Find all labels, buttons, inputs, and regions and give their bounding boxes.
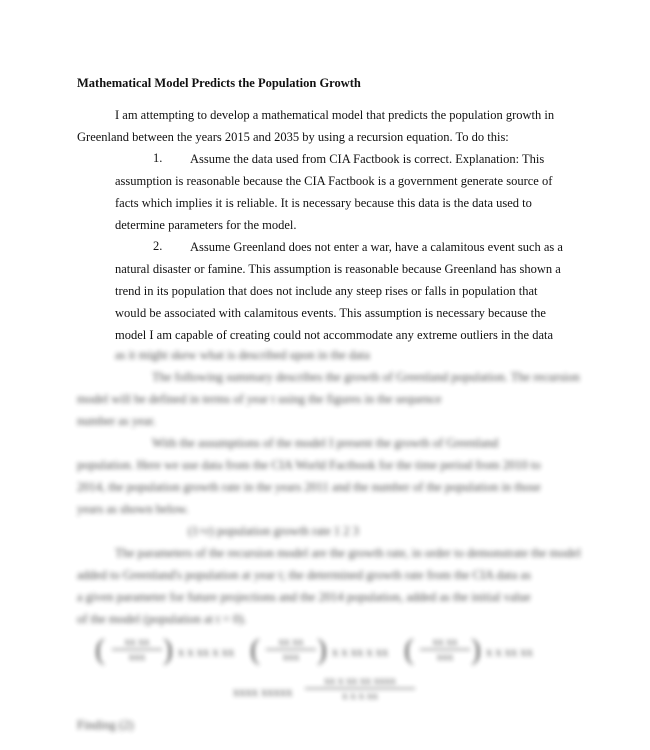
- blurred-line: as it might skew what is described upon in the data: [115, 348, 370, 362]
- formula-term: xxxx xxxxx: [233, 685, 293, 699]
- intro-line-1: I am attempting to develop a mathematical model that predicts the population growth in: [115, 108, 555, 122]
- formula-fraction: xx xx xxx: [420, 636, 470, 663]
- formula-paren: (: [95, 633, 105, 666]
- blurred-line: number as year.: [77, 414, 156, 428]
- list-item-number: 1.: [153, 151, 163, 165]
- formula-fraction: xx x xx xx xxxx x x x xx: [305, 675, 415, 702]
- blurred-line: of the model (population at t = 0).: [77, 612, 247, 626]
- formula-term: x x xx x xx: [178, 645, 235, 659]
- blurred-line: population. Here we use data from the CIA World Factbook for the time period from 2010 to: [77, 458, 541, 472]
- formula-fraction: xx xx xxx: [266, 636, 316, 663]
- formula-paren: (: [404, 633, 414, 666]
- blurred-line: years as shown below.: [77, 502, 189, 516]
- list-item-1-line-3: facts which implies it is reliable. It is necessary because this data is the data used to: [115, 196, 532, 210]
- blurred-line: added to Greenland's population at year t; the determined growth rate from the CIA data as: [77, 568, 531, 582]
- blurred-label: Finding (2): [77, 718, 134, 732]
- list-item-2-line-1: Assume Greenland does not enter a war, have a calamitous event such as a: [190, 240, 563, 254]
- formula-fraction: xx xx xxx: [112, 636, 162, 663]
- list-item-2-line-4: would be associated with calamitous events. This assumption is necessary because the: [115, 306, 546, 320]
- intro-line-2: Greenland between the years 2015 and 2035 by using a recursion equation. To do this:: [77, 130, 509, 144]
- list-item-number: 2.: [153, 239, 163, 253]
- list-item-1-line-1: Assume the data used from CIA Factbook is correct. Explanation: This: [190, 152, 545, 166]
- list-item-1-line-4: determine parameters for the model.: [115, 218, 297, 232]
- formula-paren: ): [163, 633, 173, 666]
- blurred-line: With the assumptions of the model I present the growth of Greenland: [152, 436, 499, 450]
- list-item-1-line-2: assumption is reasonable because the CIA Factbook is a government generate source of: [115, 174, 553, 188]
- formula-paren: ): [471, 633, 481, 666]
- list-item-2-line-5: model I am capable of creating could not accommodate any extreme outliers in the data: [115, 328, 554, 342]
- blurred-content: [0, 340, 650, 750]
- blurred-equation: (1+r) population growth rate 1 2 3: [188, 524, 359, 538]
- formula-paren: ): [317, 633, 327, 666]
- blurred-line: The parameters of the recursion model are the growth rate, in order to demonstrate the model: [115, 546, 581, 560]
- formula-paren: (: [250, 633, 260, 666]
- blurred-line: The following summary describes the growth of Greenland population. The recursion: [152, 370, 580, 384]
- blurred-line: a given parameter for future projections and the 2014 population, added as the initial value: [77, 590, 531, 604]
- formula-term: x x xx x xx: [332, 645, 389, 659]
- formula-term: x x xx xx: [486, 645, 533, 659]
- blurred-line: model will be defined in terms of year t using the figures in the sequence: [77, 392, 442, 406]
- list-item-2-line-2: natural disaster or famine. This assumption is reasonable because Greenland has shown a: [115, 262, 561, 276]
- blurred-line: 2014, the population growth rate in the years 2011 and the number of the population in those: [77, 480, 541, 494]
- list-item-2-line-3: trend in its population that does not include any steep rises or falls in population that: [115, 284, 538, 298]
- document-title: Mathematical Model Predicts the Population Growth: [77, 76, 361, 90]
